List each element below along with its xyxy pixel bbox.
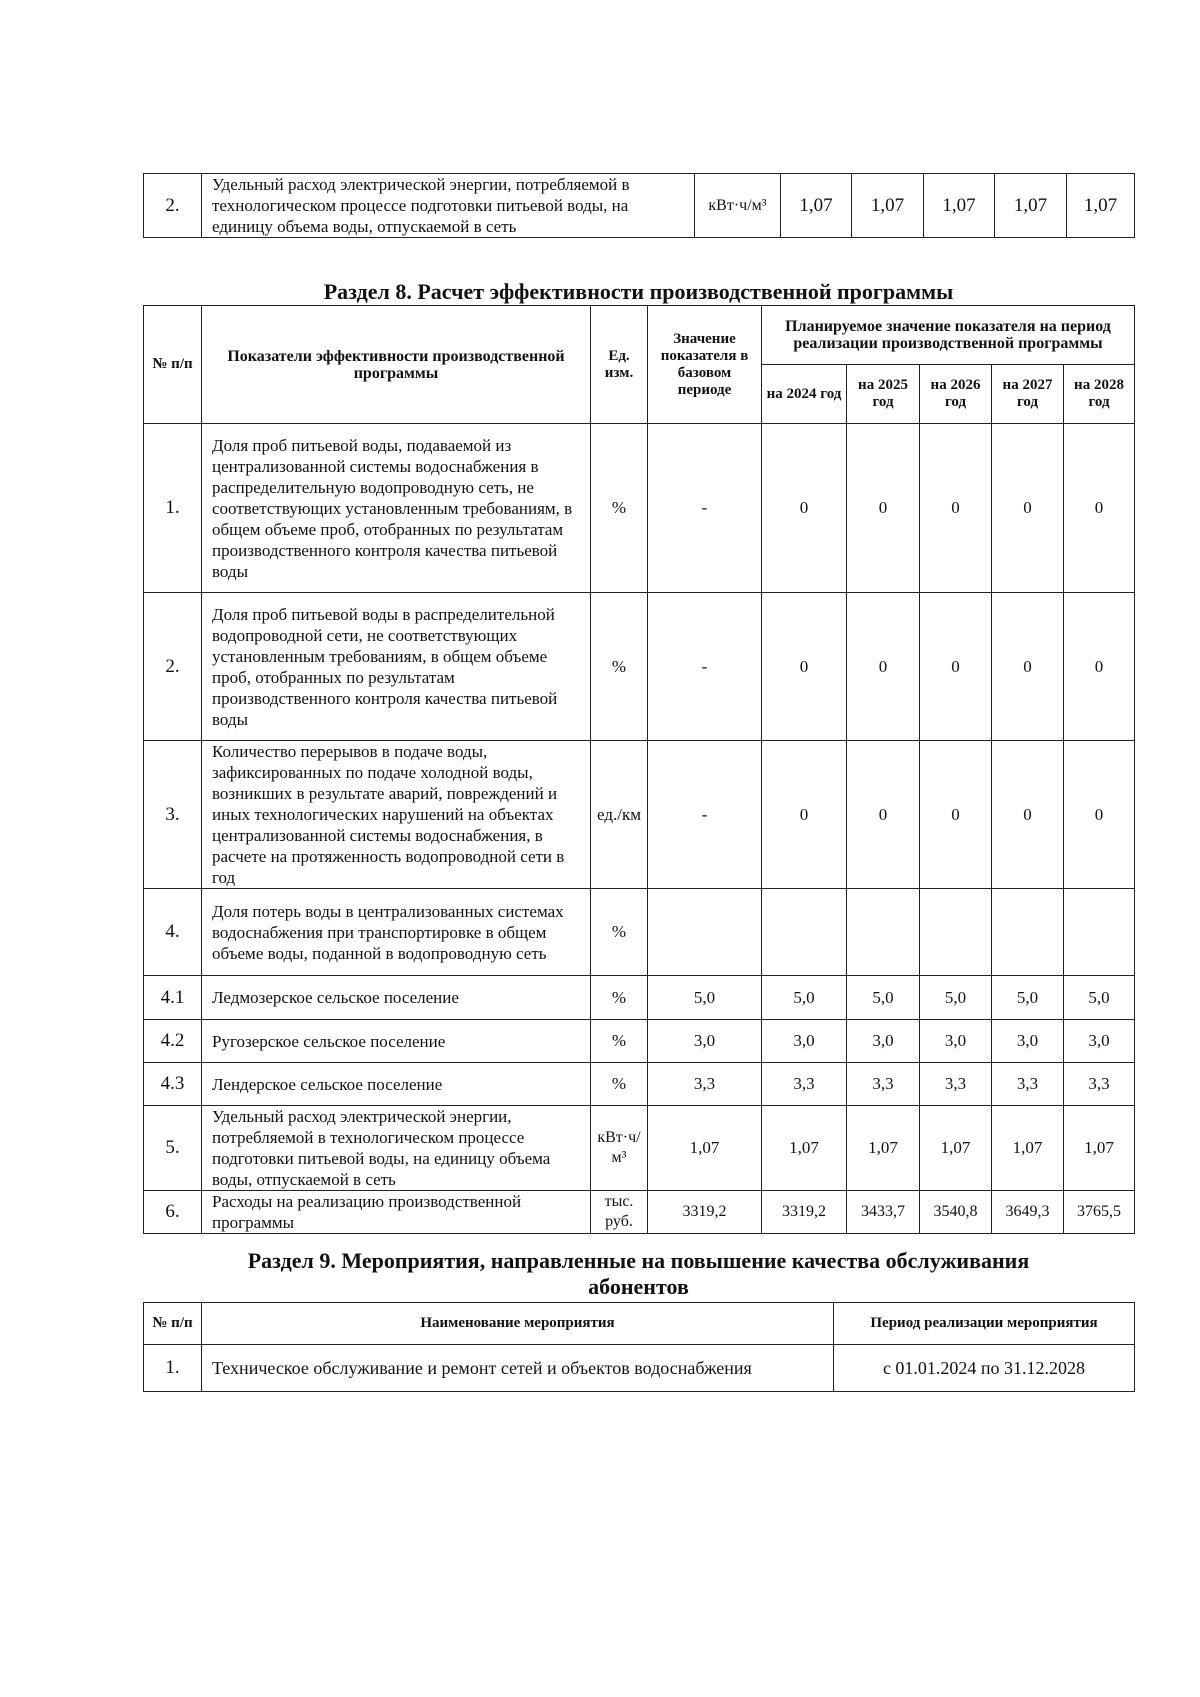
row-unit: ед./км <box>591 741 648 889</box>
table-row <box>144 593 1135 741</box>
row-base-value: - <box>648 741 762 889</box>
row-unit: тыс. руб. <box>591 1191 648 1234</box>
row-unit: % <box>591 1063 648 1106</box>
section-9-title: Раздел 9. Мероприятия, направленные на повышение качества обслуживания абонентов <box>247 1248 1030 1299</box>
section-8-title: Раздел 8. Расчет эффективности производственной программы <box>323 279 954 304</box>
row-unit: кВт·ч/м³ <box>591 1106 648 1191</box>
row-number: 5. <box>144 1106 202 1191</box>
row-value: 3319,2 <box>762 1191 847 1234</box>
row-value: 3433,7 <box>847 1191 920 1234</box>
row-value: 3,3 <box>762 1063 847 1106</box>
row-value: 0 <box>920 741 992 889</box>
header-year: на 2028 год <box>1064 365 1135 424</box>
header-indicator: Показатели эффективности производственной программы <box>202 306 591 424</box>
row-indicator: Ледмозерское сельское поселение <box>202 976 591 1020</box>
row-base-value: - <box>648 424 762 593</box>
row-value <box>847 889 920 976</box>
row-number: 6. <box>144 1191 202 1234</box>
row-number: 4.3 <box>144 1063 202 1106</box>
row-number: 1. <box>144 1345 202 1392</box>
table-row <box>144 1191 1135 1234</box>
row-indicator: Удельный расход электрической энергии, потребляемой в технологическом процессе подготовки питьевой воды, на единицу объема воды, отпускаемой в сеть <box>202 1106 591 1191</box>
table-row <box>144 889 1135 976</box>
row-indicator: Расходы на реализацию производственной программы <box>202 1191 591 1234</box>
row-unit: % <box>591 889 648 976</box>
row-base-value <box>648 889 762 976</box>
row-value: 1,07 <box>995 174 1067 238</box>
row-value: 0 <box>762 593 847 741</box>
row-value <box>920 889 992 976</box>
row-value <box>1064 889 1135 976</box>
row-unit: % <box>591 424 648 593</box>
row-period: с 01.01.2024 по 31.12.2028 <box>834 1345 1135 1392</box>
row-value: 3,3 <box>847 1063 920 1106</box>
row-value: 0 <box>1064 593 1135 741</box>
row-value: 0 <box>1064 424 1135 593</box>
row-value <box>992 889 1064 976</box>
row-value <box>762 889 847 976</box>
row-value: 1,07 <box>924 174 995 238</box>
row-base-value: 1,07 <box>648 1106 762 1191</box>
row-unit: кВт·ч/м³ <box>695 174 781 238</box>
row-value: 1,07 <box>762 1106 847 1191</box>
row-value: 3,3 <box>1064 1063 1135 1106</box>
header-planned: Планируемое значение показателя на период реализации производственной программы <box>762 306 1135 365</box>
row-indicator: Лендерское сельское поселение <box>202 1063 591 1106</box>
table-row <box>144 1063 1135 1106</box>
row-unit: % <box>591 1020 648 1063</box>
header-period: Период реализации мероприятия <box>834 1303 1135 1345</box>
row-number: 2. <box>144 593 202 741</box>
section-9-table <box>143 1302 1135 1392</box>
row-indicator: Удельный расход электрической энергии, потребляемой в технологическом процессе подготовки питьевой воды, на единицу объема воды, отпускаемой в сеть <box>202 174 695 238</box>
row-value: 3,0 <box>920 1020 992 1063</box>
row-base-value: 3319,2 <box>648 1191 762 1234</box>
row-value: 0 <box>992 741 1064 889</box>
row-value: 0 <box>847 424 920 593</box>
table-row <box>144 1106 1135 1191</box>
header-measure-name: Наименование мероприятия <box>202 1303 834 1345</box>
row-value: 1,07 <box>847 1106 920 1191</box>
header-row <box>144 306 1135 365</box>
header-year: на 2027 год <box>992 365 1064 424</box>
row-value: 0 <box>920 593 992 741</box>
row-number: 4.2 <box>144 1020 202 1063</box>
row-unit: % <box>591 593 648 741</box>
row-value: 0 <box>762 741 847 889</box>
header-number: № п/п <box>144 1303 202 1345</box>
header-row <box>144 1303 1135 1345</box>
header-year: на 2025 год <box>847 365 920 424</box>
row-value: 5,0 <box>920 976 992 1020</box>
row-indicator: Доля потерь воды в централизованных системах водоснабжения при транспортировке в общем объеме воды, поданной в водопроводную сеть <box>202 889 591 976</box>
row-number: 4. <box>144 889 202 976</box>
row-indicator: Доля проб питьевой воды в распределительной водопроводной сети, не соответствующих установленным требованиям, в общем объеме проб, отобранных по результатам производственного контроля качества питьевой воды <box>202 593 591 741</box>
row-base-value: 3,0 <box>648 1020 762 1063</box>
row-value: 5,0 <box>1064 976 1135 1020</box>
row-value: 3,3 <box>992 1063 1064 1106</box>
row-base-value: - <box>648 593 762 741</box>
row-value: 5,0 <box>762 976 847 1020</box>
table-row <box>144 1020 1135 1063</box>
row-value: 0 <box>1064 741 1135 889</box>
row-value: 3,0 <box>1064 1020 1135 1063</box>
table-row <box>144 424 1135 593</box>
row-number: 4.1 <box>144 976 202 1020</box>
row-value: 5,0 <box>992 976 1064 1020</box>
row-indicator: Количество перерывов в подаче воды, зафиксированных по подаче холодной воды, возникших в результате аварий, повреждений и иных технологических нарушений на объектах централизованной системы водоснабжения, в расчете на протяженность водопроводной сети в год <box>202 741 591 889</box>
row-value: 3649,3 <box>992 1191 1064 1234</box>
row-base-value: 5,0 <box>648 976 762 1020</box>
row-value: 1,07 <box>852 174 924 238</box>
row-value: 3,0 <box>762 1020 847 1063</box>
header-year: на 2024 год <box>762 365 847 424</box>
row-value: 0 <box>992 593 1064 741</box>
row-value: 0 <box>920 424 992 593</box>
header-number: № п/п <box>144 306 202 424</box>
row-indicator: Доля проб питьевой воды, подаваемой из централизованной системы водоснабжения в распределительную водопроводную сеть, не соответствующих установленным требованиям, в общем объеме проб, отобранных по результатам производственного контроля качества питьевой воды <box>202 424 591 593</box>
row-measure-name: Техническое обслуживание и ремонт сетей и объектов водоснабжения <box>202 1345 834 1392</box>
row-number: 3. <box>144 741 202 889</box>
row-unit: % <box>591 976 648 1020</box>
table-row <box>144 976 1135 1020</box>
table-row <box>144 1345 1135 1392</box>
row-value: 1,07 <box>781 174 852 238</box>
row-value: 1,07 <box>992 1106 1064 1191</box>
row-value: 0 <box>762 424 847 593</box>
row-value: 1,07 <box>1067 174 1135 238</box>
section-8-table <box>143 305 1135 1234</box>
table-row <box>144 741 1135 889</box>
row-value: 5,0 <box>847 976 920 1020</box>
row-value: 3,0 <box>992 1020 1064 1063</box>
row-value: 0 <box>847 593 920 741</box>
top-table <box>143 173 1135 238</box>
row-value: 3,3 <box>920 1063 992 1106</box>
row-value: 3765,5 <box>1064 1191 1135 1234</box>
row-number: 2. <box>144 174 202 238</box>
row-base-value: 3,3 <box>648 1063 762 1106</box>
header-unit: Ед. изм. <box>591 306 648 424</box>
header-year: на 2026 год <box>920 365 992 424</box>
row-value: 1,07 <box>1064 1106 1135 1191</box>
table-row <box>144 174 1135 238</box>
row-number: 1. <box>144 424 202 593</box>
row-indicator: Ругозерское сельское поселение <box>202 1020 591 1063</box>
header-base-value: Значение показателя в базовом периоде <box>648 306 762 424</box>
row-value: 3540,8 <box>920 1191 992 1234</box>
row-value: 0 <box>847 741 920 889</box>
row-value: 3,0 <box>847 1020 920 1063</box>
row-value: 1,07 <box>920 1106 992 1191</box>
row-value: 0 <box>992 424 1064 593</box>
